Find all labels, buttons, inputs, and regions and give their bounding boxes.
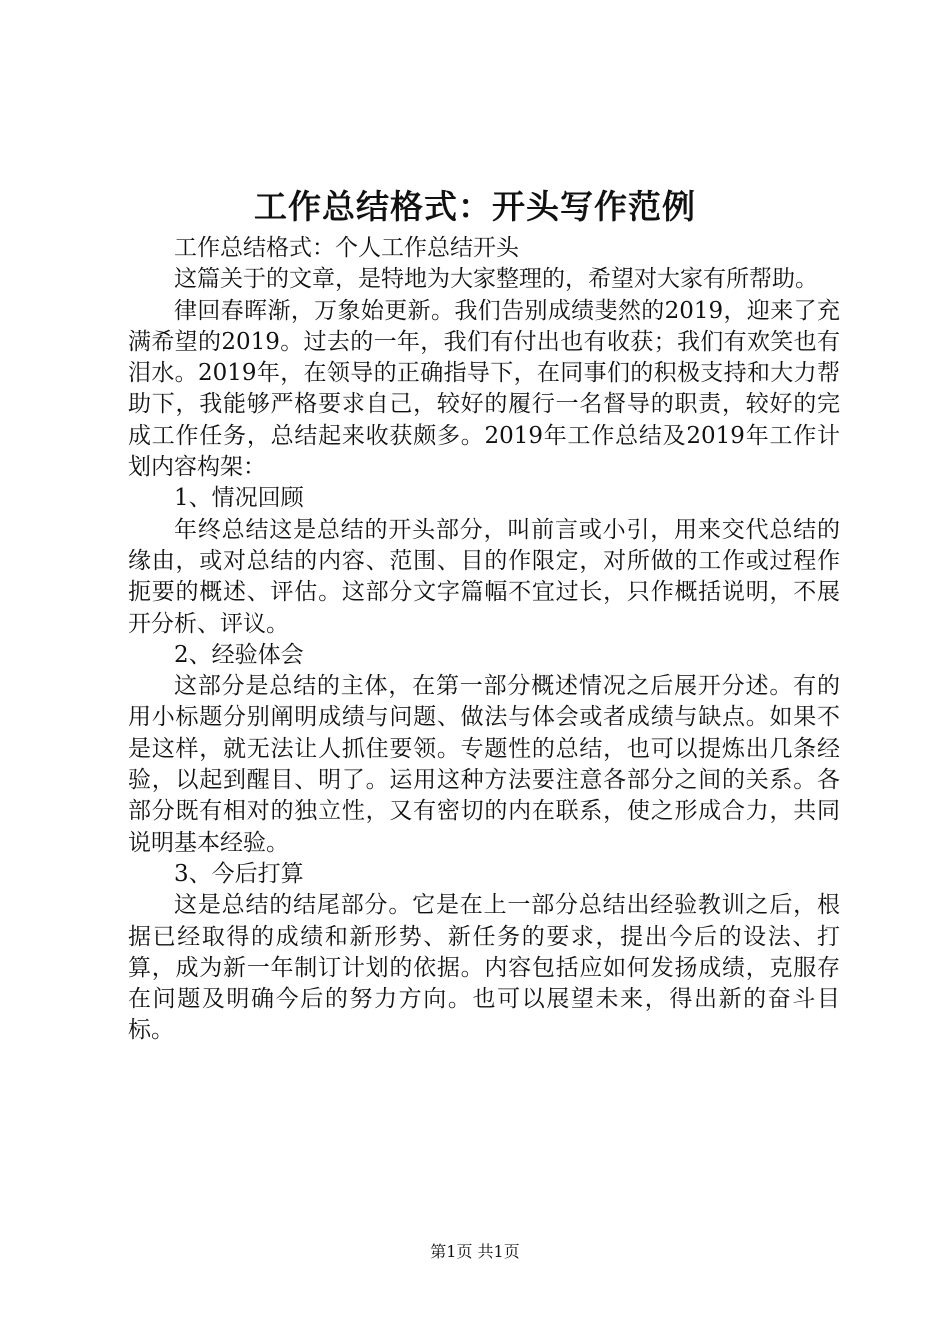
section-heading-review: 1、情况回顾 xyxy=(174,485,304,512)
paragraph-experience: 这部分是总结的主体，在第一部分概述情况之后展开分述。有的用小标题分别阐明成绩与问题、做法与体会或者成绩与缺点。如果不是这样，就无法让人抓住要领。专题性的总结，也可以提炼出几条经验，以起到醒目、明了。运用这种方法要注意各部分之间的关系。各部分既有相对的独立性，又有密切的内在联系，使之形成合力，共同说明基本经验。 xyxy=(128,673,840,856)
paragraph-review: 年终总结这是总结的开头部分，叫前言或小引，用来交代总结的缘由，或对总结的内容、范围、目的作限定，对所做的工作或过程作扼要的概述、评估。这部分文字篇幅不宜过长，只作概括说明，不展开分析、评议。 xyxy=(128,516,840,637)
paragraph-plan: 这是总结的结尾部分。它是在上一部分总结出经验教训之后，根据已经取得的成绩和新形势、新任务的要求，提出今后的设法、打算，成为新一年制订计划的依据。内容包括应如何发扬成绩，克服存在问题及明确今后的努力方向。也可以展望未来，得出新的奋斗目标。 xyxy=(128,892,840,1044)
page-footer: 第1页 共1页 xyxy=(430,1242,520,1261)
document-title: 工作总结格式：开头写作范例 xyxy=(254,187,696,226)
paragraph-intro-heading: 工作总结格式：个人工作总结开头 xyxy=(174,235,519,261)
section-heading-experience: 2、经验体会 xyxy=(174,641,304,668)
section-heading-plan: 3、今后打算 xyxy=(174,860,304,887)
paragraph-opening: 律回春晖渐，万象始更新。我们告别成绩斐然的2019，迎来了充满希望的2019。过去的一年，我们有付出也有收获；我们有欢笑也有泪水。2019年，在领导的正确指导下，在同事们的积极支持和大力帮助下，我能够严格要求自己，较好的履行一名督导的职责，较好的完成工作任务，总结起来收获颇多。2019年工作总结及2019年工作计划内容构架： xyxy=(128,297,840,481)
paragraph-intro-note: 这篇关于的文章，是特地为大家整理的，希望对大家有所帮助。 xyxy=(174,266,818,293)
document-body xyxy=(128,233,840,1047)
